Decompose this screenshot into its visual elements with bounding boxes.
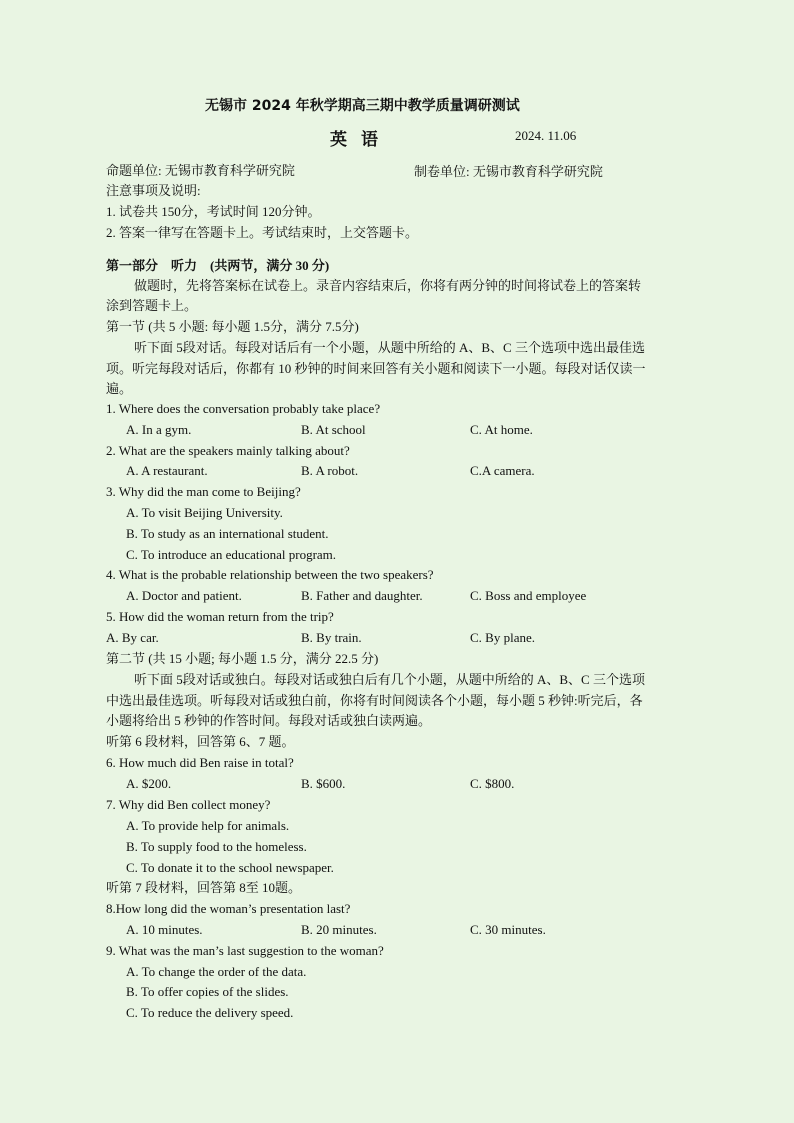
section2-line3: 小题将给出 5 秒钟的作答时间。每段对话或独白读两遍。 (106, 713, 432, 728)
question-8-stem: 8.How long did the woman’s presentation last? (106, 901, 351, 916)
question-4-stem: 4. What is the probable relationship between the two speakers? (106, 567, 434, 582)
notes-title: 注意事项及说明: (106, 183, 201, 198)
question-2-option-c: C.A camera. (470, 463, 535, 478)
question-3-option-c: C. To introduce an educational program. (126, 547, 337, 562)
question-6-option-b: B. $600. (301, 776, 346, 791)
note-2: 2. 答案一律写在答题卡上。考试结束时，上交答题卡。 (106, 225, 419, 240)
question-1-option-c: C. At home. (470, 422, 533, 437)
question-2-option-b: B. A robot. (301, 463, 359, 478)
material-7-instruction: 听第 7 段材料，回答第 8至 10题。 (106, 880, 302, 895)
question-3-option-b: B. To study as an international student. (126, 526, 329, 541)
question-9-option-a: A. To change the order of the data. (126, 964, 307, 979)
question-7-stem: 7. Why did Ben collect money? (106, 797, 271, 812)
question-5-option-b: B. By train. (301, 630, 362, 645)
question-6-option-a: A. $200. (126, 776, 172, 791)
question-7-option-a: A. To provide help for animals. (126, 818, 290, 833)
question-4-option-c: C. Boss and employee (470, 588, 587, 603)
section1-line2: 项。听完每段对话后，你都有 10 秒钟的时间来回答有关小题和阅读下一小题。每段对话仅读一 (106, 361, 646, 376)
unit-right: 制卷单位: 无锡市教育科学研究院 (414, 164, 603, 179)
part1-intro-line1: 做题时，先将答案标在试卷上。录音内容结束后，你将有两分钟的时间将试卷上的答案转 (134, 278, 642, 293)
question-4-option-a: A. Doctor and patient. (126, 588, 242, 603)
question-4-option-b: B. Father and daughter. (301, 588, 423, 603)
exam-date: 2024. 11.06 (515, 128, 577, 143)
question-2-stem: 2. What are the speakers mainly talking about? (106, 443, 350, 458)
question-7-option-b: B. To supply food to the homeless. (126, 839, 307, 854)
part1-heading: 第一部分 听力 (共两节，满分 30 分) (106, 258, 330, 273)
unit-left: 命题单位: 无锡市教育科学研究院 (106, 163, 295, 178)
question-1-option-b: B. At school (301, 422, 366, 437)
question-1-option-a: A. In a gym. (126, 422, 192, 437)
section2-heading: 第二节 (共 15 小题; 每小题 1.5 分，满分 22.5 分) (106, 651, 379, 666)
question-7-option-c: C. To donate it to the school newspaper. (126, 860, 334, 875)
question-3-option-a: A. To visit Beijing University. (126, 505, 283, 520)
section2-line1: 听下面 5段对话或独白。每段对话或独白后有几个小题，从题中所给的 A、B、C 三个选项 (134, 672, 645, 687)
part1-intro-line2: 涂到答题卡上。 (106, 298, 198, 313)
section2-line2: 中选出最佳选项。听每段对话或独白前，你将有时间阅读各个小题，每小题 5 秒钟:听完后，各 (106, 693, 643, 708)
question-1-stem: 1. Where does the conversation probably take place? (106, 401, 381, 416)
question-8-option-b: B. 20 minutes. (301, 922, 377, 937)
question-9-option-b: B. To offer copies of the slides. (126, 984, 289, 999)
question-5-stem: 5. How did the woman return from the trip? (106, 609, 334, 624)
question-5-option-a: A. By car. (106, 630, 159, 645)
section1-line1: 听下面 5段对话。每段对话后有一个小题，从题中所给的 A、B、C 三个选项中选出最佳选 (134, 340, 645, 355)
question-9-option-c: C. To reduce the delivery speed. (126, 1005, 294, 1020)
question-8-option-a: A. 10 minutes. (126, 922, 203, 937)
question-6-option-c: C. $800. (470, 776, 515, 791)
question-9-stem: 9. What was the man’s last suggestion to the woman? (106, 943, 384, 958)
question-8-option-c: C. 30 minutes. (470, 922, 546, 937)
question-3-stem: 3. Why did the man come to Beijing? (106, 484, 301, 499)
question-2-option-a: A. A restaurant. (126, 463, 208, 478)
section1-line3: 遍。 (106, 381, 133, 396)
question-5-option-c: C. By plane. (470, 630, 535, 645)
question-6-stem: 6. How much did Ben raise in total? (106, 755, 294, 770)
material-6-instruction: 听第 6 段材料，回答第 6、7 题。 (106, 734, 295, 749)
note-1: 1. 试卷共 150分，考试时间 120分钟。 (106, 204, 321, 219)
section1-heading: 第一节 (共 5 小题: 每小题 1.5分，满分 7.5分) (106, 319, 359, 334)
subject-name: 英语 (330, 130, 392, 150)
exam-title: 无锡市 2024 年秋学期高三期中教学质量调研测试 (205, 98, 520, 114)
